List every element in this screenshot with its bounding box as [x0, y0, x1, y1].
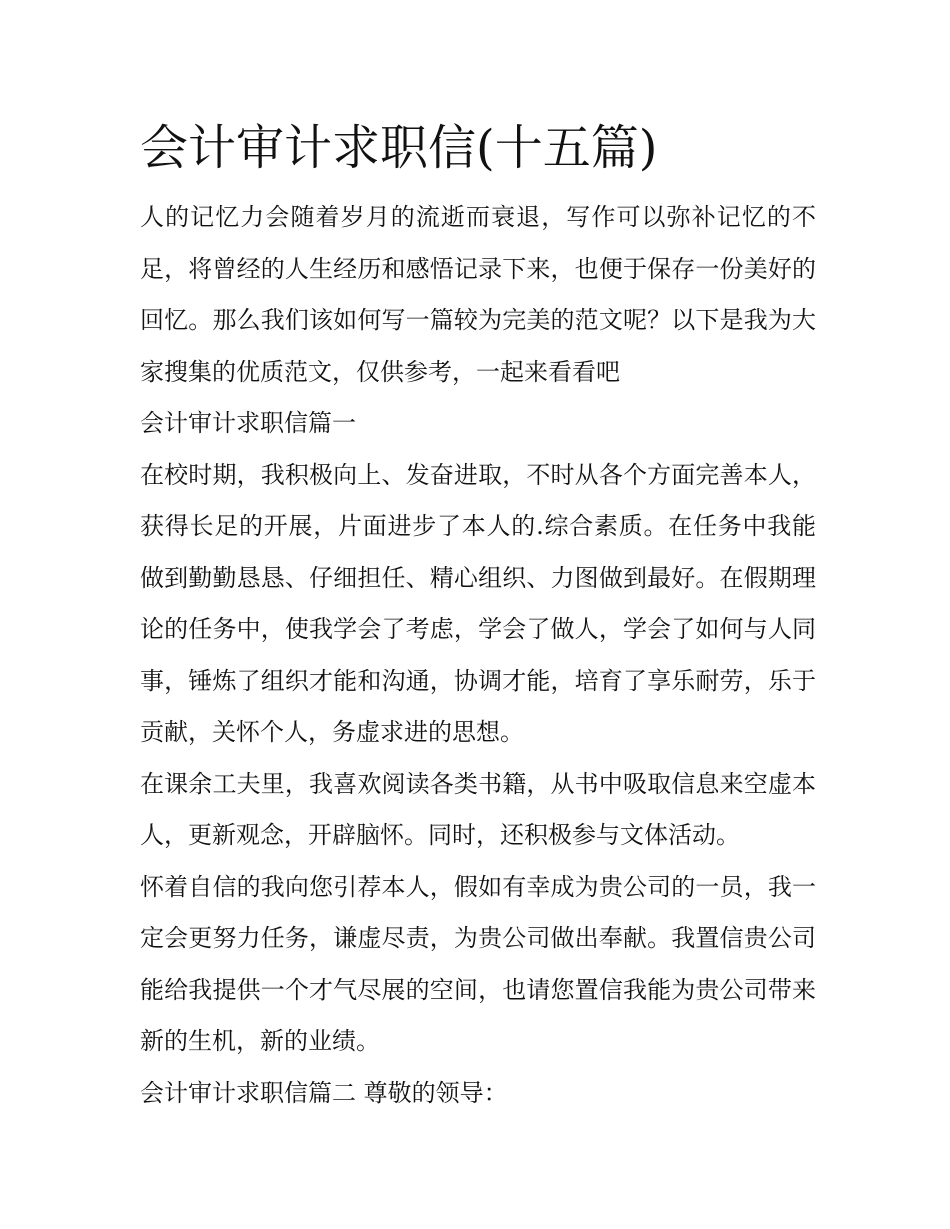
section-heading-1: 会计审计求职信篇一: [140, 409, 356, 437]
document-title: 会计审计求职信(十五篇): [140, 120, 658, 176]
body-paragraph-2: 在课余工夫里，我喜欢阅读各类书籍，从书中吸取信息来空虚本人，更新观念，开辟脑怀。同时，还积极参与文体活动。: [140, 769, 816, 849]
intro-paragraph: 人的记忆力会随着岁月的流逝而衰退，写作可以弥补记忆的不足，将曾经的人生经历和感悟记录下来，也便于保存一份美好的回忆。那么我们该如何写一篇较为完美的范文呢？以下是我为大家搜集的优质范文，仅供参考，一起来看看吧: [140, 203, 816, 386]
section-heading-2: 会计审计求职信篇二 尊敬的领导：: [140, 1078, 508, 1107]
body-paragraph-3: 怀着自信的我向您引荐本人，假如有幸成为贵公司的一员，我一定会更努力任务，谦虚尽责，为贵公司做出奉献。我置信贵公司能给我提供一个才气尽展的空间，也请您置信我能为贵公司带来新的生机，新的业绩。: [140, 872, 816, 1055]
document-page: [140, 112, 816, 1119]
body-paragraph-1: 在校时期，我积极向上、发奋进取，不时从各个方面完善本人，获得长足的开展，片面进步了本人的.综合素质。在任务中我能做到勤勤恳恳、仔细担任、精心组织、力图做到最好。在假期理论的任务中，使我学会了考虑，学会了做人，学会了如何与人同事，锤炼了组织才能和沟通，协调才能，培育了享乐耐劳，乐于贡献，关怀个人，务虚求进的思想。: [140, 460, 816, 746]
